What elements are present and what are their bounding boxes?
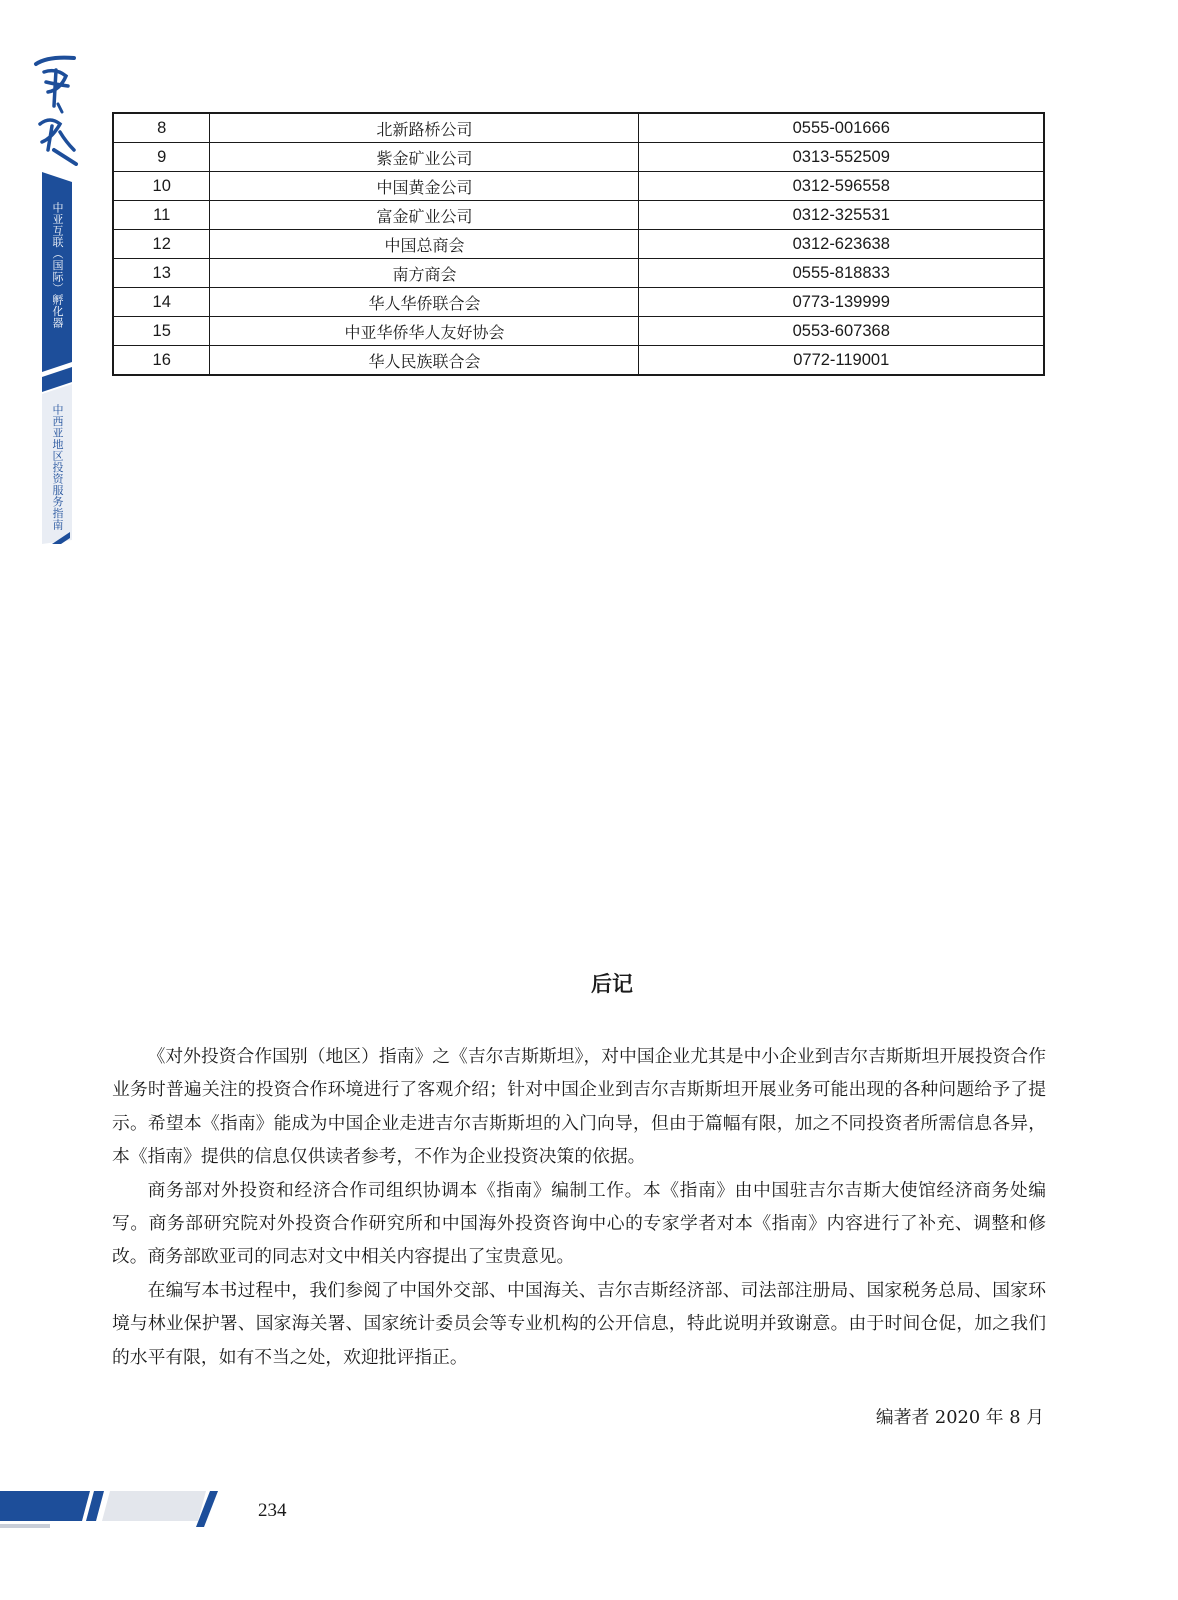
phone-cell: 0312-596558 xyxy=(639,172,1044,201)
organization-name-cell: 华人华侨联合会 xyxy=(210,288,639,317)
row-number-cell: 15 xyxy=(113,317,210,346)
organization-name-cell: 华人民族联合会 xyxy=(210,346,639,376)
table-row xyxy=(113,172,1044,201)
phone-cell: 0773-139999 xyxy=(639,288,1044,317)
postscript-title: 后记 xyxy=(591,972,633,996)
row-number-cell: 10 xyxy=(113,172,210,201)
organization-name-cell: 中国黄金公司 xyxy=(210,172,639,201)
belt-road-logo xyxy=(30,46,84,166)
table-row xyxy=(113,143,1044,172)
phone-cell: 0312-623638 xyxy=(639,230,1044,259)
postscript-body xyxy=(112,1040,1046,1374)
phone-cell: 0313-552509 xyxy=(639,143,1044,172)
contact-table xyxy=(112,112,1045,376)
contact-table-body xyxy=(113,113,1044,375)
table-row xyxy=(113,346,1044,376)
row-number-cell: 14 xyxy=(113,288,210,317)
side-band xyxy=(42,172,72,544)
organization-name-cell: 富金矿业公司 xyxy=(210,201,639,230)
row-number-cell: 9 xyxy=(113,143,210,172)
table-row xyxy=(113,288,1044,317)
phone-cell: 0312-325531 xyxy=(639,201,1044,230)
row-number-cell: 12 xyxy=(113,230,210,259)
footer-stripes xyxy=(0,1491,230,1535)
row-number-cell: 13 xyxy=(113,259,210,288)
organization-name-cell: 紫金矿业公司 xyxy=(210,143,639,172)
postscript-paragraph: 《对外投资合作国别（地区）指南》之《吉尔吉斯斯坦》，对中国企业尤其是中小企业到吉尔吉斯斯坦开展投资合作业务时普遍关注的投资合作环境进行了客观介绍；针对中国企业到吉尔吉斯斯坦开展业务可能出现的各种问题给予了提示。希望本《指南》能成为中国企业走进吉尔吉斯斯坦的入门向导，但由于篇幅有限，加之不同投资者所需信息各异，本《指南》提供的信息仅供读者参考，不作为企业投资决策的依据。 xyxy=(112,1046,1046,1168)
row-number-cell: 16 xyxy=(113,346,210,376)
postscript-paragraph: 在编写本书过程中，我们参阅了中国外交部、中国海关、吉尔吉斯经济部、司法部注册局、国家税务总局、国家环境与林业保护署、国家海关署、国家统计委员会等专业机构的公开信息，特此说明并致谢意。由于时间仓促，加之我们的水平有限，如有不当之处，欢迎批评指正。 xyxy=(112,1279,1046,1368)
phone-cell: 0555-818833 xyxy=(639,259,1044,288)
phone-cell: 0772-119001 xyxy=(639,346,1044,376)
row-number-cell: 8 xyxy=(113,113,210,143)
table-row xyxy=(113,317,1044,346)
organization-name-cell: 北新路桥公司 xyxy=(210,113,639,143)
phone-cell: 0553-607368 xyxy=(639,317,1044,346)
table-row xyxy=(113,113,1044,143)
organization-name-cell: 中国总商会 xyxy=(210,230,639,259)
side-band-text-incubator: 中亚互联（国际）孵化器 xyxy=(51,202,64,329)
postscript-paragraph: 商务部对外投资和经济合作司组织协调本《指南》编制工作。本《指南》由中国驻吉尔吉斯大使馆经济商务处编写。商务部研究院对外投资合作研究所和中国海外投资咨询中心的专家学者对本《指南》内容进行了补充、调整和修改。商务部欧亚司的同志对文中相关内容提出了宝贵意见。 xyxy=(112,1179,1046,1268)
organization-name-cell: 南方商会 xyxy=(210,259,639,288)
table-row xyxy=(113,201,1044,230)
row-number-cell: 11 xyxy=(113,201,210,230)
table-row xyxy=(113,230,1044,259)
side-band-text-guide: 中西亚地区投资服务指南 xyxy=(51,404,64,531)
postscript-signature: 编著者 2020 年 8 月 xyxy=(875,1407,1044,1428)
phone-cell: 0555-001666 xyxy=(639,113,1044,143)
page-number: 234 xyxy=(258,1500,287,1521)
organization-name-cell: 中亚华侨华人友好协会 xyxy=(210,317,639,346)
table-row xyxy=(113,259,1044,288)
